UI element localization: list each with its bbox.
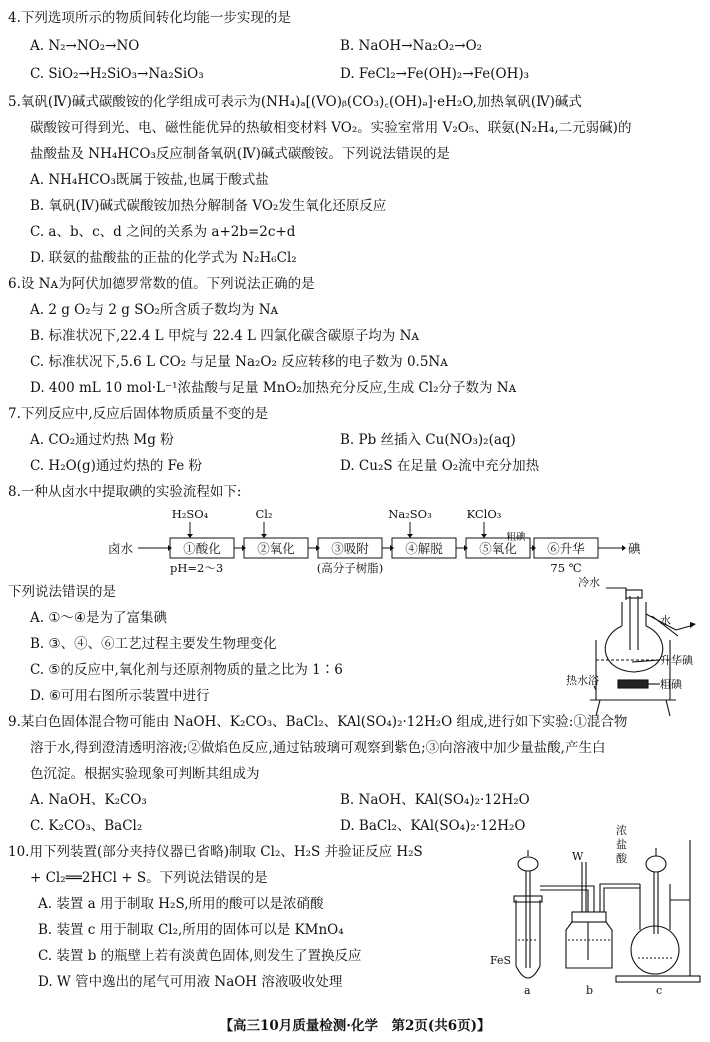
- q10-stem-line2: + Cl₂══2HCl + S。下列说法错误的是: [30, 870, 268, 886]
- q8-sub-stem: 下列说法错误的是: [8, 584, 116, 600]
- apparatus-label-c: c: [656, 984, 663, 997]
- q5-stem-line3: 盐酸盐及 NH₄HCO₃反应制备氧矾(Ⅳ)碱式碳酸铵。下列说法错误的是: [30, 146, 450, 162]
- q9-stem-line1: 9.某白色固体混合物可能由 NaOH、K₂CO₃、BaCl₂、KAl(SO₄)₂·12H₂O 组成,进行如下实验:①混合物: [8, 714, 628, 730]
- q5-option-a: A. NH₄HCO₃既属于铵盐,也属于酸式盐: [30, 172, 269, 188]
- q8-option-b: B. ③、④、⑥工艺过程主要发生物理变化: [30, 636, 277, 652]
- apparatus-crude-iodine: 粗碘: [660, 678, 682, 691]
- flow-end: 碘: [628, 541, 641, 556]
- flow-note-resin: (高分子树脂): [316, 561, 384, 575]
- flow-step-2: ②氧化: [257, 541, 295, 556]
- flow-reagent-cl2: Cl₂: [255, 507, 273, 521]
- apparatus-water: 水: [660, 614, 671, 627]
- apparatus-label-a: a: [524, 984, 531, 997]
- q6-option-a: A. 2 g O₂与 2 g SO₂所含质子数均为 Nᴀ: [30, 302, 279, 318]
- q6-stem: 6.设 Nᴀ为阿伏加德罗常数的值。下列说法正确的是: [8, 276, 315, 292]
- q10-option-b: B. 装置 c 用于制取 Cl₂,所用的固体可以是 KMnO₄: [38, 922, 344, 938]
- q4-option-a: A. N₂→NO₂→NO: [30, 38, 140, 54]
- gas-apparatus: [514, 840, 700, 982]
- q6-option-b: B. 标准状况下,22.4 L 甲烷与 22.4 L 四氯化碳含碳原子均为 Nᴀ: [30, 328, 420, 344]
- q9-option-c: C. K₂CO₃、BaCl₂: [30, 818, 143, 834]
- apparatus-sublimed-iodine: 升华碘: [660, 654, 693, 667]
- q6-option-c: C. 标准状况下,5.6 L CO₂ 与足量 Na₂O₂ 反应转移的电子数为 0.5Nᴀ: [30, 354, 448, 370]
- q10-option-d: D. W 管中逸出的尾气可用液 NaOH 溶液吸收处理: [38, 974, 343, 990]
- apparatus-label-b: b: [586, 984, 594, 997]
- q10-stem-line1: 10.用下列装置(部分夹持仪器已省略)制取 Cl₂、H₂S 并验证反应 H₂S: [8, 844, 423, 860]
- page-footer: 【高三10月质量检测·化学 第2页(共6页)】: [219, 1018, 491, 1034]
- apparatus-w: W: [572, 850, 584, 863]
- q9-option-a: A. NaOH、K₂CO₃: [30, 792, 147, 808]
- flow-start: 卤水: [108, 541, 134, 556]
- flow-note-crude-iodine: 粗碘: [506, 532, 526, 543]
- apparatus-conc-3: 酸: [616, 852, 627, 865]
- q7-option-c: C. H₂O(g)通过灼热的 Fe 粉: [30, 458, 203, 474]
- q9-option-d: D. BaCl₂、KAl(SO₄)₂·12H₂O: [340, 818, 526, 834]
- flow-reagent-h2so4: H₂SO₄: [171, 507, 209, 521]
- apparatus-cold-water: 冷水: [578, 576, 600, 589]
- flow-note-temp: 75 ℃: [550, 561, 582, 575]
- flow-reagent-kclo3: KClO₃: [466, 507, 502, 521]
- flow-step-6: ⑥升华: [547, 541, 585, 556]
- q8-option-a: A. ①～④是为了富集碘: [30, 610, 168, 626]
- q8-stem: 8.一种从卤水中提取碘的实验流程如下:: [8, 484, 242, 500]
- q7-option-d: D. Cu₂S 在足量 O₂流中充分加热: [340, 458, 540, 474]
- flow-step-4: ④解脱: [405, 541, 443, 556]
- q4-option-d: D. FeCl₂→Fe(OH)₂→Fe(OH)₃: [340, 66, 530, 82]
- flow-step-5: ⑤氧化: [479, 541, 517, 556]
- flow-step-1: ①酸化: [183, 541, 221, 556]
- flow-step-3: ③吸附: [331, 541, 369, 556]
- q5-option-d: D. 联氨的盐酸盐的正盐的化学式为 N₂H₆Cl₂: [30, 250, 297, 266]
- q8-option-c: C. ⑤的反应中,氧化剂与还原剂物质的量之比为 1∶6: [30, 662, 343, 678]
- q7-stem: 7.下列反应中,反应后固体物质质量不变的是: [8, 406, 269, 422]
- q4-option-c: C. SiO₂→H₂SiO₃→Na₂SiO₃: [30, 66, 204, 82]
- q9-stem-line3: 色沉淀。根据实验现象可判断其组成为: [30, 766, 260, 782]
- q5-option-b: B. 氧矾(Ⅳ)碱式碳酸铵加热分解制备 VO₂发生氧化还原反应: [30, 198, 387, 214]
- q5-stem-line2: 碳酸铵可得到光、电、磁性能优异的热敏相变材料 VO₂。实验室常用 V₂O₅、联氨(N₂H₄,二元弱碱)的: [30, 120, 632, 136]
- q8-option-d: D. ⑥可用右图所示装置中进行: [30, 688, 210, 704]
- apparatus-conc-2: 盐: [616, 838, 627, 851]
- sublimation-apparatus: [590, 588, 690, 716]
- q10-option-c: C. 装置 b 的瓶壁上若有淡黄色固体,则发生了置换反应: [38, 948, 362, 964]
- q9-stem-line2: 溶于水,得到澄清透明溶液;②做焰色反应,通过钴玻璃可观察到紫色;③向溶液中加少量盐酸,产生白: [30, 740, 606, 756]
- apparatus-hot-water-bath: 热水浴: [566, 674, 599, 687]
- q9-option-b: B. NaOH、KAl(SO₄)₂·12H₂O: [340, 792, 530, 808]
- apparatus-fes: FeS: [490, 954, 512, 967]
- q5-option-c: C. a、b、c、d 之间的关系为 a+2b=2c+d: [30, 224, 296, 240]
- q4-option-b: B. NaOH→Na₂O₂→O₂: [340, 38, 483, 54]
- q5-stem-line1: 5.氧矾(Ⅳ)碱式碳酸铵的化学组成可表示为(NH₄)ₐ[(VO)ᵦ(CO₃)꜀(OH)ₔ]·eH₂O,加热氧矾(Ⅳ)碱式: [8, 94, 582, 110]
- apparatus-conc-1: 浓: [616, 824, 627, 837]
- q7-option-a: A. CO₂通过灼热 Mg 粉: [30, 432, 174, 448]
- flow-note-ph: pH=2～3: [170, 561, 224, 575]
- q4-stem: 4.下列选项所示的物质间转化均能一步实现的是: [8, 10, 291, 26]
- q7-option-b: B. Pb 丝插入 Cu(NO₃)₂(aq): [340, 432, 516, 448]
- q10-option-a: A. 装置 a 用于制取 H₂S,所用的酸可以是浓硝酸: [38, 896, 324, 912]
- flow-reagent-na2so3: Na₂SO₃: [388, 507, 432, 521]
- q6-option-d: D. 400 mL 10 mol·L⁻¹浓盐酸与足量 MnO₂加热充分反应,生成 Cl₂分子数为 Nᴀ: [30, 380, 517, 396]
